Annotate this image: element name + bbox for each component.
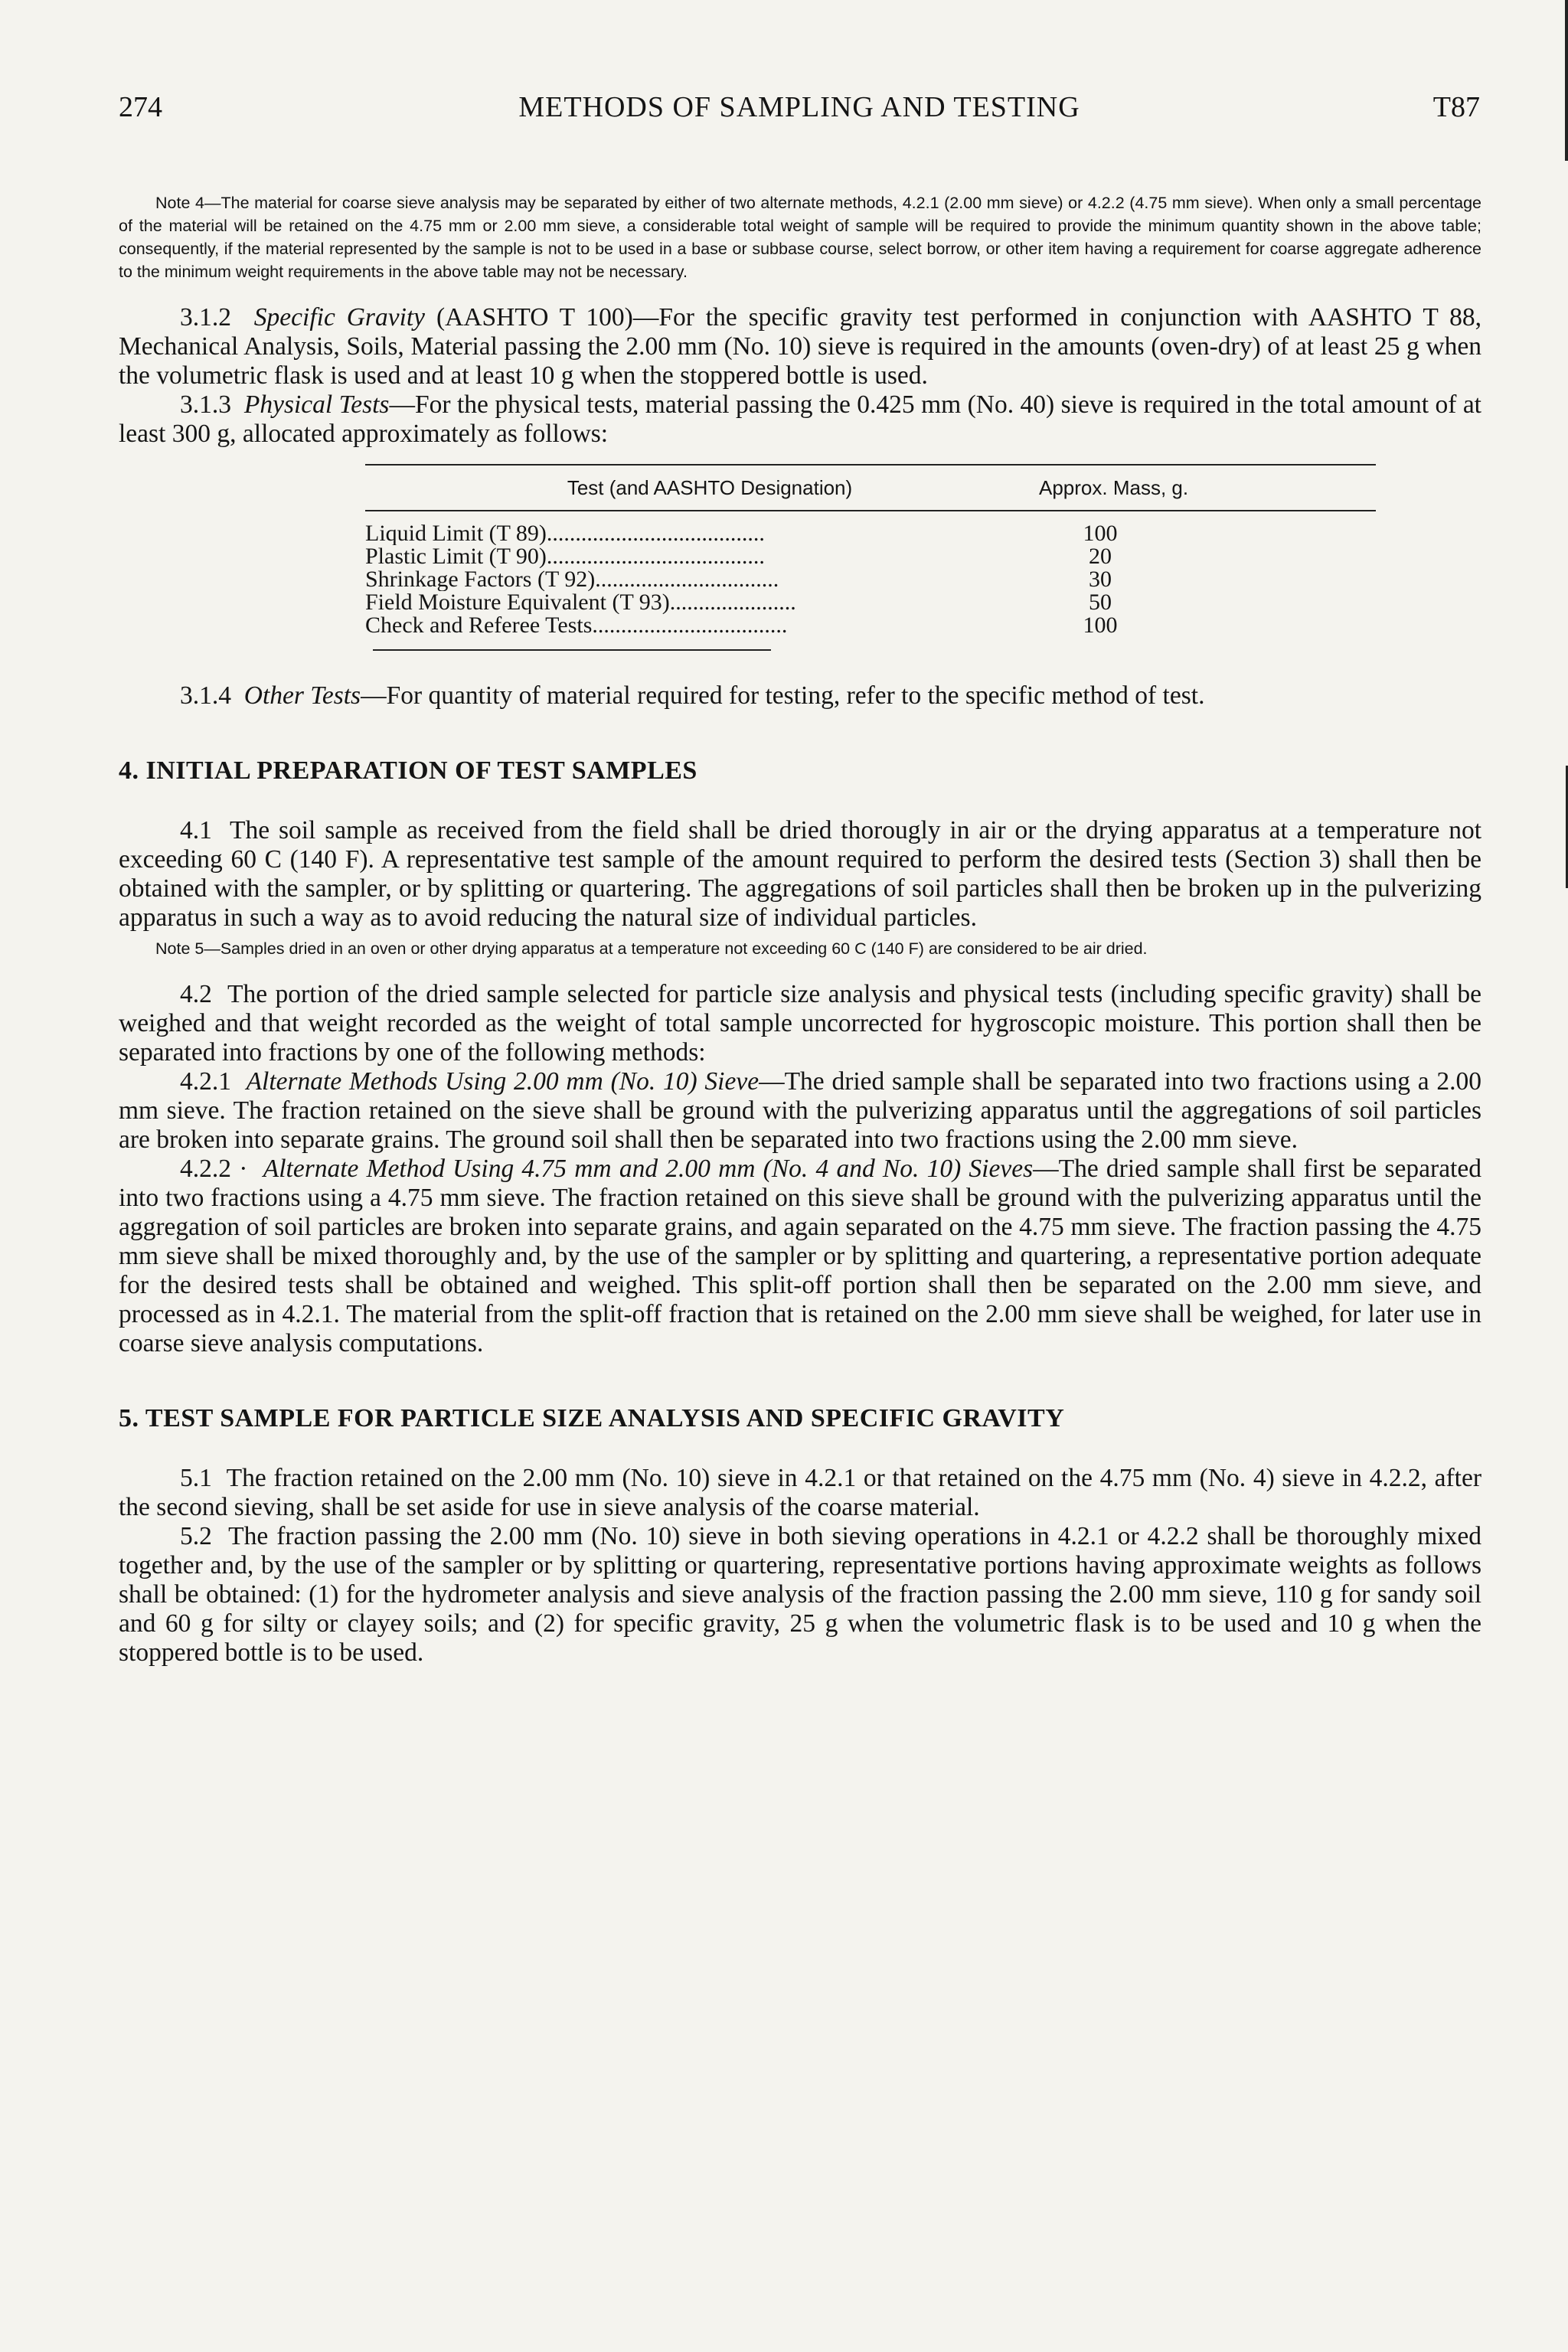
section-number: 5.1: [180, 1464, 212, 1492]
physical-tests-table: [365, 464, 1376, 651]
column-header-test: Test (and AASHTO Designation): [567, 475, 853, 499]
table-header: [365, 466, 1376, 510]
section-number: 3.1.2: [180, 303, 231, 332]
section-heading: Physical Tests: [243, 390, 390, 419]
paragraph-4-1: 4.1 The soil sample as received from the field shall be dried thorougly in air or the drying apparatus at a temperature not exceeding 60 C (140 F). A representative test sample of the amount required to perform the desired tests (Section 3) shall then be obtained with the sampler, or by splitting or quartering. The aggregations of soil particles shall then be broken up in the pulverizing apparatus in such a way as to avoid reducing the natural size of individual particles.: [119, 816, 1482, 932]
table-row: Shrinkage Factors (T 92)................................ 30: [365, 567, 1112, 592]
section-number: 4.2: [180, 980, 212, 1008]
section-heading-5: 5. TEST SAMPLE FOR PARTICLE SIZE ANALYSIS AND SPECIFIC GRAVITY: [119, 1404, 1065, 1432]
section-heading: Specific Gravity: [253, 303, 426, 332]
section-number: 4.2.2 ·: [180, 1155, 248, 1183]
note-4: Note 4—The material for coarse sieve analysis may be separated by either of two alternate methods, 4.2.1 (2.00 mm sieve) or 4.2.2 (4.75 mm sieve). When only a small percentage of the material will be retained on the 4.75 mm or 2.00 mm sieve, a considerable total weight of sample will be required to provide the minimum quantity shown in the above table; consequently, if the material represented by the sample is not to be used in a base or subbase course, select borrow, or other item having a requirement for coarse aggregate adherence to the minimum weight requirements in the above table may not be necessary.: [119, 194, 1481, 281]
section-number: 4.1: [180, 816, 212, 844]
paragraph-5-1: 5.1 The fraction retained on the 2.00 mm (No. 10) sieve in 4.2.1 or that retained on the 4.75 mm (No. 4) sieve in 4.2.2, after the second sieving, shall be set aside for use in sieve analysis of the coarse material.: [119, 1464, 1481, 1521]
paragraph-3-1-4: 3.1.4 Other Tests—For quantity of material required for testing, refer to the specific method of test.: [180, 681, 1205, 710]
table-row: Liquid Limit (T 89)...................................... 100: [365, 521, 1118, 546]
page-header: [119, 90, 1480, 136]
table-row: Check and Referee Tests.................................. 100: [365, 612, 1118, 638]
running-title: METHODS OF SAMPLING AND TESTING: [518, 91, 1080, 123]
table-row: Field Moisture Equivalent (T 93)...................... 50: [365, 590, 1112, 615]
section-heading: Alternate Method Using 4.75 mm and 2.00 mm (No. 4 and No. 10) Sieves: [263, 1155, 1034, 1183]
paragraph-4-2-1: 4.2.1 Alternate Methods Using 2.00 mm (No. 10) Sieve—The dried sample shall be separated into two fractions using a 2.00 mm sieve. The fraction retained on the sieve shall be ground with the pulverizing apparatus until the aggregations of soil particles are broken into separate grains. The ground soil shall then be separated into two fractions using the 2.00 mm sieve.: [119, 1067, 1482, 1154]
section-number: 4.2.1: [180, 1067, 231, 1096]
paragraph-3-1-2: 3.1.2 Specific Gravity (AASHTO T 100)—For the specific gravity test performed in conjunction with AASHTO T 88, Mechanical Analysis, Soils, Material passing the 2.00 mm (No. 10) sieve is required in the amounts (oven-dry) of at least 25 g when the volumetric flask is used and at least 10 g when the stoppered bottle is used.: [119, 303, 1482, 390]
note-5: Note 5—Samples dried in an oven or other drying apparatus at a temperature not exceeding 60 C (140 F) are considered to be air dried.: [155, 939, 1148, 958]
section-number: 5.2: [180, 1522, 212, 1550]
section-number: 3.1.3: [180, 390, 231, 419]
section-heading: Other Tests: [243, 681, 361, 710]
paragraph-4-2-2: 4.2.2 · Alternate Method Using 4.75 mm and 2.00 mm (No. 4 and No. 10) Sieves—The dried sample shall first be separated into two fractions using a 4.75 mm sieve. The fraction retained on this sieve shall be ground with the pulverizing apparatus until the aggregation of soil particles are broken into separate grains, and again separated on the 4.75 mm sieve. The fraction passing the 4.75 mm sieve shall be mixed thoroughly and, by the use of the sampler or by splitting and quartering, a representative portion adequate for the desired tests shall be obtained and weighed. This split-off portion shall then be separated on the 2.00 mm sieve, and processed as in 4.2.1. The material from the split-off fraction that is retained on the 2.00 mm sieve shall be weighed, for later use in coarse sieve analysis computations.: [119, 1155, 1481, 1357]
section-heading-4: 4. INITIAL PREPARATION OF TEST SAMPLES: [119, 756, 697, 785]
section-number: 3.1.4: [180, 681, 231, 710]
column-header-mass: Approx. Mass, g.: [1039, 475, 1189, 499]
paragraph-3-1-3: 3.1.3 Physical Tests—For the physical tests, material passing the 0.425 mm (No. 40) sieve is required in the total amount of at least 300 g, allocated approximately as follows:: [119, 390, 1481, 448]
section-heading: Alternate Methods Using 2.00 mm (No. 10) Sieve: [246, 1067, 760, 1096]
paragraph-5-2: 5.2 The fraction passing the 2.00 mm (No. 10) sieve in both sieving operations in 4.2.1 or 4.2.2 shall be thoroughly mixed together and, by the use of the sampler or by splitting or quartering, representative portions having approximate weights as follows shall be obtained: (1) for the hydrometer analysis and sieve analysis of the fraction passing the 2.00 mm sieve, 110 g for sandy soil and 60 g for silty or clayey soils; and (2) for specific gravity, 25 g when the volumetric flask is to be used and 10 g when the stoppered bottle is to be used.: [119, 1522, 1481, 1667]
paragraph-4-2: 4.2 The portion of the dried sample selected for particle size analysis and physical tests (including specific gravity) shall be weighed and that weight recorded as the weight of total sample uncorrected for hygroscopic moisture. This portion shall then be separated into fractions by one of the following methods:: [119, 980, 1481, 1067]
standard-code: T87: [1432, 91, 1480, 123]
scan-edge-mark: [1565, 0, 1568, 161]
table-row: Plastic Limit (T 90)...................................... 20: [365, 544, 1112, 569]
page-content: [119, 191, 1481, 1668]
page-number: 274: [119, 91, 162, 123]
